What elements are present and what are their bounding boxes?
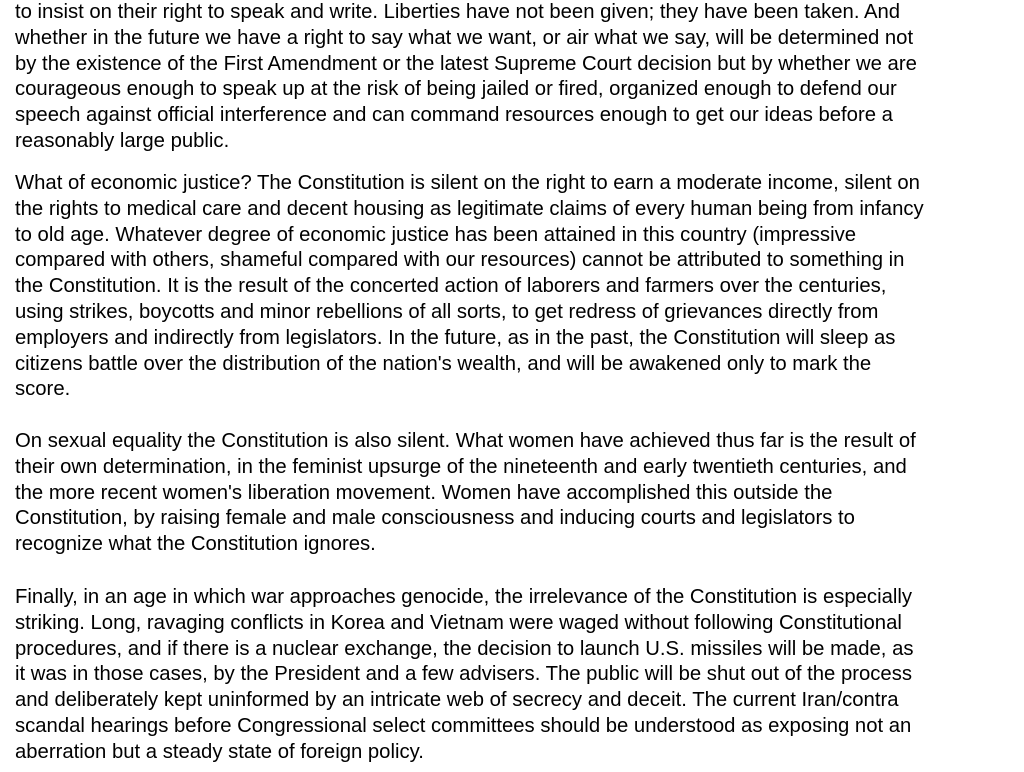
paragraph-sexual-equality: On sexual equality the Constitution is also silent. What women have achieved thus far is the result of their own determination, in the feminist upsurge of the nineteenth and early twentieth centuries, and the more recent women's liberation movement. Women have accomplished this outside the Constitution, by raising female and male consciousness and inducing courts and legislators to recognize what the Constitution ignores.: [15, 430, 916, 556]
paragraph-economic-justice: What of economic justice? The Constitution is silent on the right to earn a moderate income, silent on the rights to medical care and decent housing as legitimate claims of every human being from infancy to old age. Whatever degree of economic justice has been attained in this country (impressive compared with others, shameful compared with our resources) cannot be attributed to something in the Constitution. It is the result of the concerted action of laborers and farmers over the centuries, using strikes, boycotts and minor rebellions of all sorts, to get redress of grievances directly from employers and indirectly from legislators. In the future, as in the past, the Constitution will sleep as citizens battle over the distribution of the nation's wealth, and will be awakened only to mark the score.: [15, 172, 924, 401]
paragraph-war-powers: Finally, in an age in which war approaches genocide, the irrelevance of the Constitution is especially striking. Long, ravaging conflicts in Korea and Vietnam were waged without following Constitutional procedures, and if there is a nuclear exchange, the decision to launch U.S. missiles will be made, as it was in those cases, by the President and a few advisers. The public will be shut out of the process and deliberately kept uninformed by an intricate web of secrecy and deceit. The current Iran/contra scandal hearings before Congressional select committees should be understood as exposing not an aberration but a steady state of foreign policy.: [15, 586, 914, 763]
paragraph-free-speech: to insist on their right to speak and write. Liberties have not been given; they have been taken. And whether in the future we have a right to say what we want, or air what we say, will be determined not by the existence of the First Amendment or the latest Supreme Court decision but by whether we are courageous enough to speak up at the risk of being jailed or fired, organized enough to defend our speech against official interference and can command resources enough to get our ideas before a reasonably large public.: [15, 1, 917, 152]
